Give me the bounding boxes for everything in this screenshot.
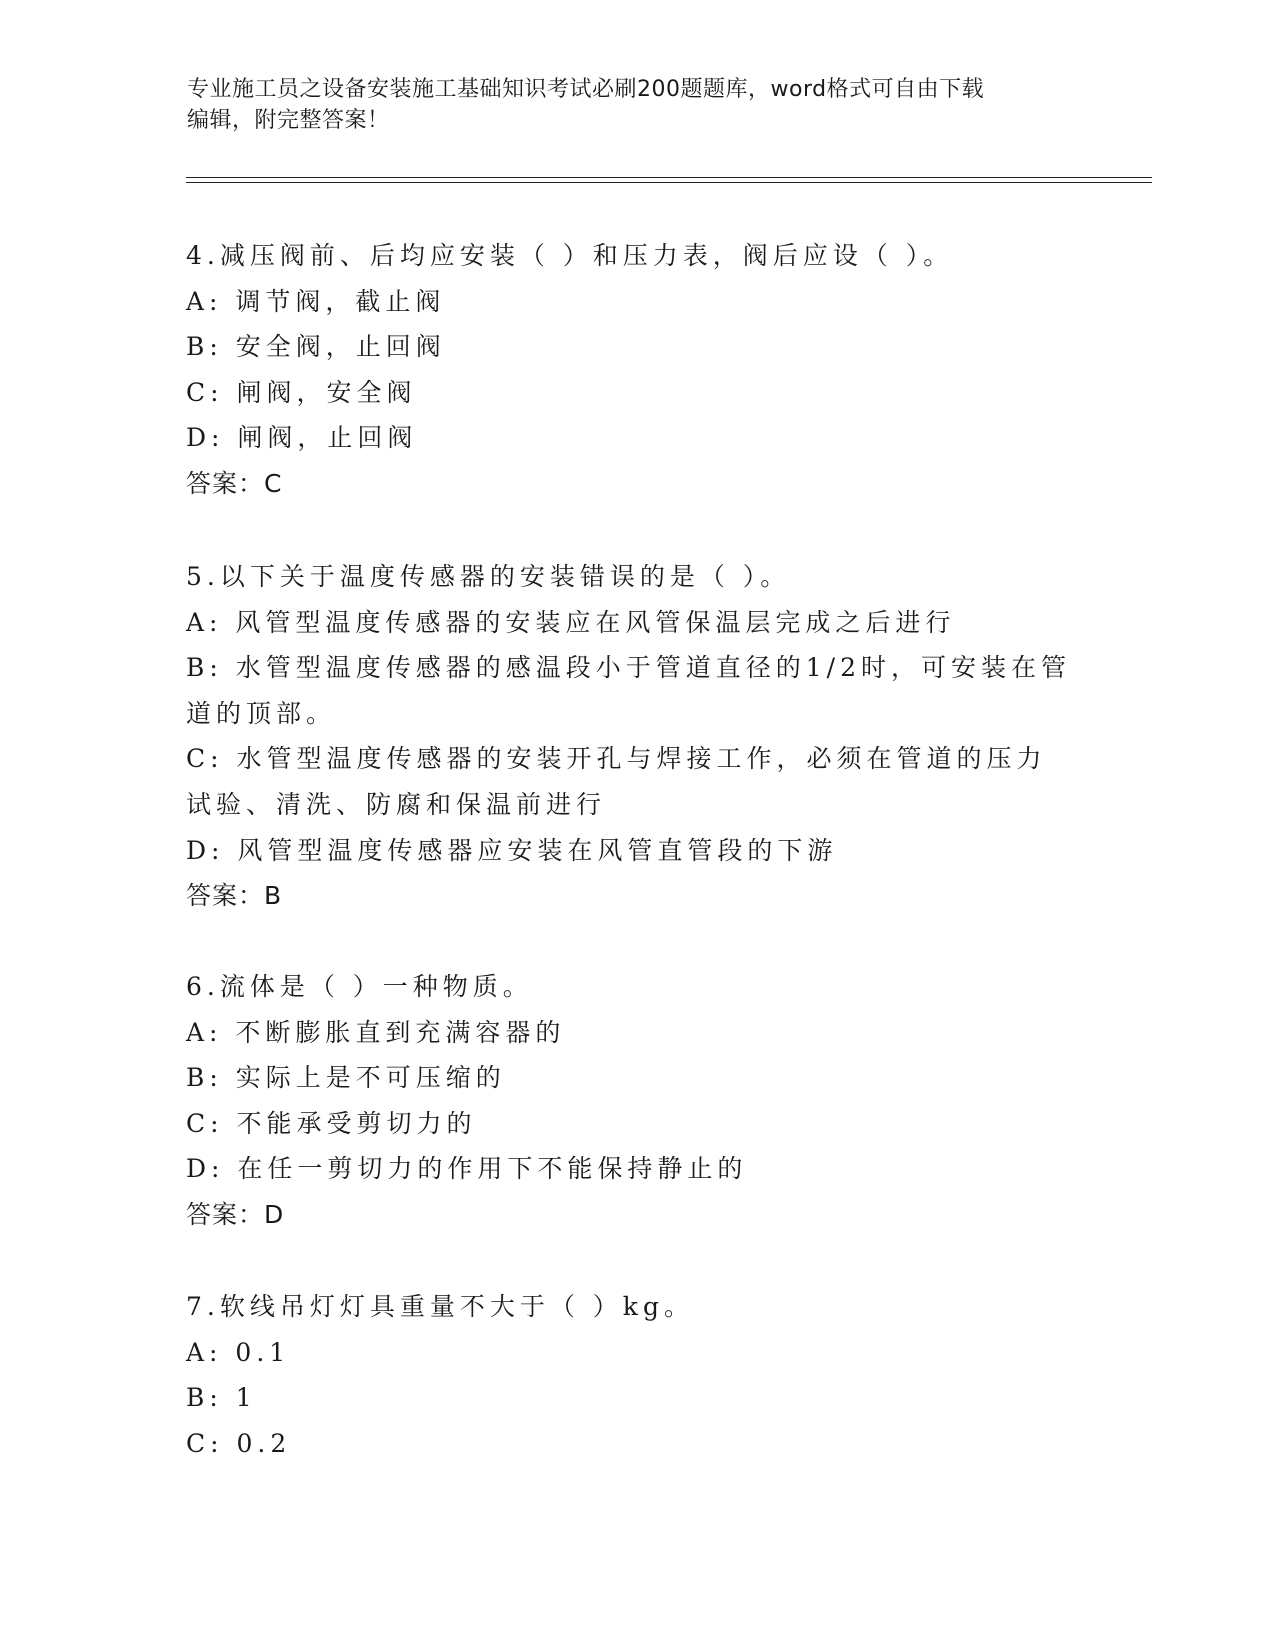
option-a: A: 不断膨胀直到充满容器的 [186, 1017, 566, 1047]
question-stem: 5.以下关于温度传感器的安装错误的是（ ）。 [186, 562, 791, 591]
document-header [187, 74, 1067, 136]
option-a: A: 0.1 [186, 1337, 291, 1367]
header-title-line-2: 编辑，附完整答案！ [187, 108, 390, 133]
option-a: A: 风管型温度传感器的安装应在风管保温层完成之后进行 [186, 607, 956, 637]
option-d: D: 在任一剪切力的作用下不能保持静止的 [186, 1154, 748, 1184]
header-divider-bottom [186, 182, 1152, 183]
header-divider-top [186, 177, 1152, 178]
option-d: D: 风管型温度传感器应安装在风管直管段的下游 [186, 835, 838, 865]
question-5 [186, 554, 1086, 918]
question-stem: 6.流体是（ ）一种物质。 [186, 972, 533, 1001]
option-d: D: 闸阀，止回阀 [186, 423, 418, 453]
question-stem: 4.减压阀前、后均应安装（ ）和压力表，阀后应设（ ）。 [186, 241, 954, 270]
option-b: B: 水管型温度传感器的感温段小于管道直径的1/2时，可安装在管道的顶部。 [186, 653, 1071, 728]
option-c: C: 不能承受剪切力的 [186, 1108, 477, 1138]
option-c: C: 0.2 [186, 1428, 292, 1458]
answer-label: 答案：B [186, 881, 283, 911]
question-4 [186, 233, 1086, 506]
answer-label: 答案：D [186, 1199, 285, 1229]
option-c: C: 闸阀，安全阀 [186, 377, 417, 407]
answer-label: 答案：C [186, 468, 283, 498]
option-a: A: 调节阀，截止阀 [186, 286, 446, 316]
question-6 [186, 964, 1086, 1237]
question-7 [186, 1284, 1086, 1466]
question-stem: 7.软线吊灯灯具重量不大于（ ）kg。 [186, 1292, 694, 1321]
option-b: B: 安全阀，止回阀 [186, 332, 446, 362]
option-b: B: 1 [186, 1383, 257, 1413]
header-title-line-1: 专业施工员之设备安装施工基础知识考试必刷200题题库，word格式可自由下载 [187, 77, 985, 102]
option-c: C: 水管型温度传感器的安装开孔与焊接工作，必须在管道的压力试验、清洗、防腐和保温前进行 [186, 744, 1047, 819]
option-b: B: 实际上是不可压缩的 [186, 1063, 506, 1093]
